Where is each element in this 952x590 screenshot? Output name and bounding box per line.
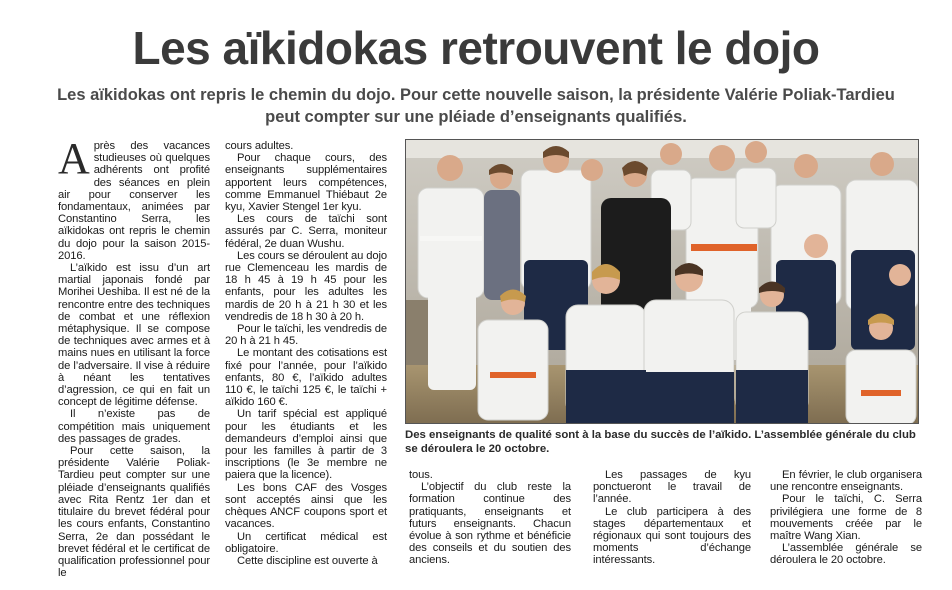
text-column-1 <box>58 134 210 580</box>
paragraph: Les passages de kyu ponctueront le travail de l’année. <box>593 469 751 506</box>
paragraph: près des vacances studieuses où quelques adhérents ont profité des séances en plein air pour conserver les fondamentaux, animées par Constantino Serra, les aïkidokas ont repris le chemin du dojo pour la saison 2015-2016. <box>58 140 210 262</box>
paragraph: Les bons CAF des Vosges sont acceptés ainsi que les chèques ANCF coupons sport et vacances. <box>225 481 387 531</box>
paragraph: Un tarif spécial est appliqué pour les étudiants et les demandeurs d’emploi ainsi que pour les familles à partir de 3 inscriptions (le 3e membre ne paiera que la licence). <box>225 408 387 482</box>
paragraph: Pour le taïchi, les vendredis de 20 h à 21 h 45. <box>225 323 387 348</box>
paragraph: Cette discipline est ouverte à <box>237 554 378 567</box>
paragraph: Il n’existe pas de compétition mais uniquement des passages de grades. <box>58 408 210 445</box>
paragraph: tous. <box>409 469 433 481</box>
paragraph: L’assemblée générale se déroulera le 20 octobre. <box>770 542 922 567</box>
paragraph: Les cours de taïchi sont assurés par C. Serra, moniteur fédéral, 2e duan Wushu. <box>225 213 387 250</box>
photo-caption: Des enseignants de qualité sont à la base du succès de l’aïkido. L’assemblée générale du club se déroulera le 20 octobre. <box>405 429 916 455</box>
drop-cap: A <box>58 134 90 183</box>
article-headline: Les aïkidokas retrouvent le dojo <box>132 22 820 74</box>
paragraph: Le club participera à des stages départementaux et régionaux qui sont toujours des moments d’échange intéressants. <box>593 505 751 567</box>
paragraph: En février, le club organisera une rencontre enseignants. <box>770 469 922 494</box>
group-photo <box>405 139 919 424</box>
paragraph: Pour chaque cours, des enseignants supplémentaires apportent leurs compétences, comme Emmanuel Thiébaut 2e kyu, Xavier Stengel 1er kyu. <box>225 152 387 214</box>
text-column-3 <box>409 469 571 567</box>
text-column-4 <box>593 469 751 567</box>
paragraph: Pour cette saison, la présidente Valérie Poliak-Tardieu peut compter sur une pléiade d’enseignants qualifiés avec Rita Rentz 1er dan et titulaire du brevet fédéral pour les cours enfants, Constantino Serra, 2e dan possédant le brevet fédéral et le certificat de qualification professionnel pour le <box>58 445 210 580</box>
paragraph: Un certificat médical est obligatoire. <box>225 530 387 555</box>
paragraph: L’objectif du club reste la formation continue des pratiquants, enseignants et futurs enseignants. Chacun évolue à son rythme et bénéficie des conseils et du soutien des anciens. <box>409 481 571 567</box>
text-column-5 <box>770 469 922 567</box>
paragraph: cours adultes. <box>225 140 294 152</box>
paragraph: Le montant des cotisations est fixé pour l’année, pour l’aïkido enfants, 80 €, l’aïkido adultes 110 €, le taïchi 125 €, le taïchi + aïkido 160 €. <box>225 347 387 409</box>
paragraph: Les cours se déroulent au dojo rue Clemenceau les mardis de 18 h 45 à 19 h 45 pour les enfants, pour les adultes les mardis de 20 h à 21 h 30 et les vendredis de 18 h 30 à 20 h. <box>225 249 387 323</box>
article-subhead: Les aïkidokas ont repris le chemin du dojo. Pour cette nouvelle saison, la présidente Valérie Poliak-Tardieu peut compter sur une pléiade d’enseignants qualifiés. <box>57 86 895 126</box>
paragraph: Pour le taïchi, C. Serra privilégiera une forme de 8 mouvements créée par le maître Wang Xian. <box>770 493 922 543</box>
paragraph: L’aïkido est issu d’un art martial japonais fondé par Morihei Ueshiba. Il est né de la rencontre entre des techniques de combat et une réflexion métaphysique. Il se compose de techniques avec armes et à mains nues en utilisant la force de l’adversaire. Il vise à réduire à néant les tentatives d’agression, ce qui en fait un concept de légitime défense. <box>58 262 210 409</box>
text-column-2 <box>225 140 387 567</box>
